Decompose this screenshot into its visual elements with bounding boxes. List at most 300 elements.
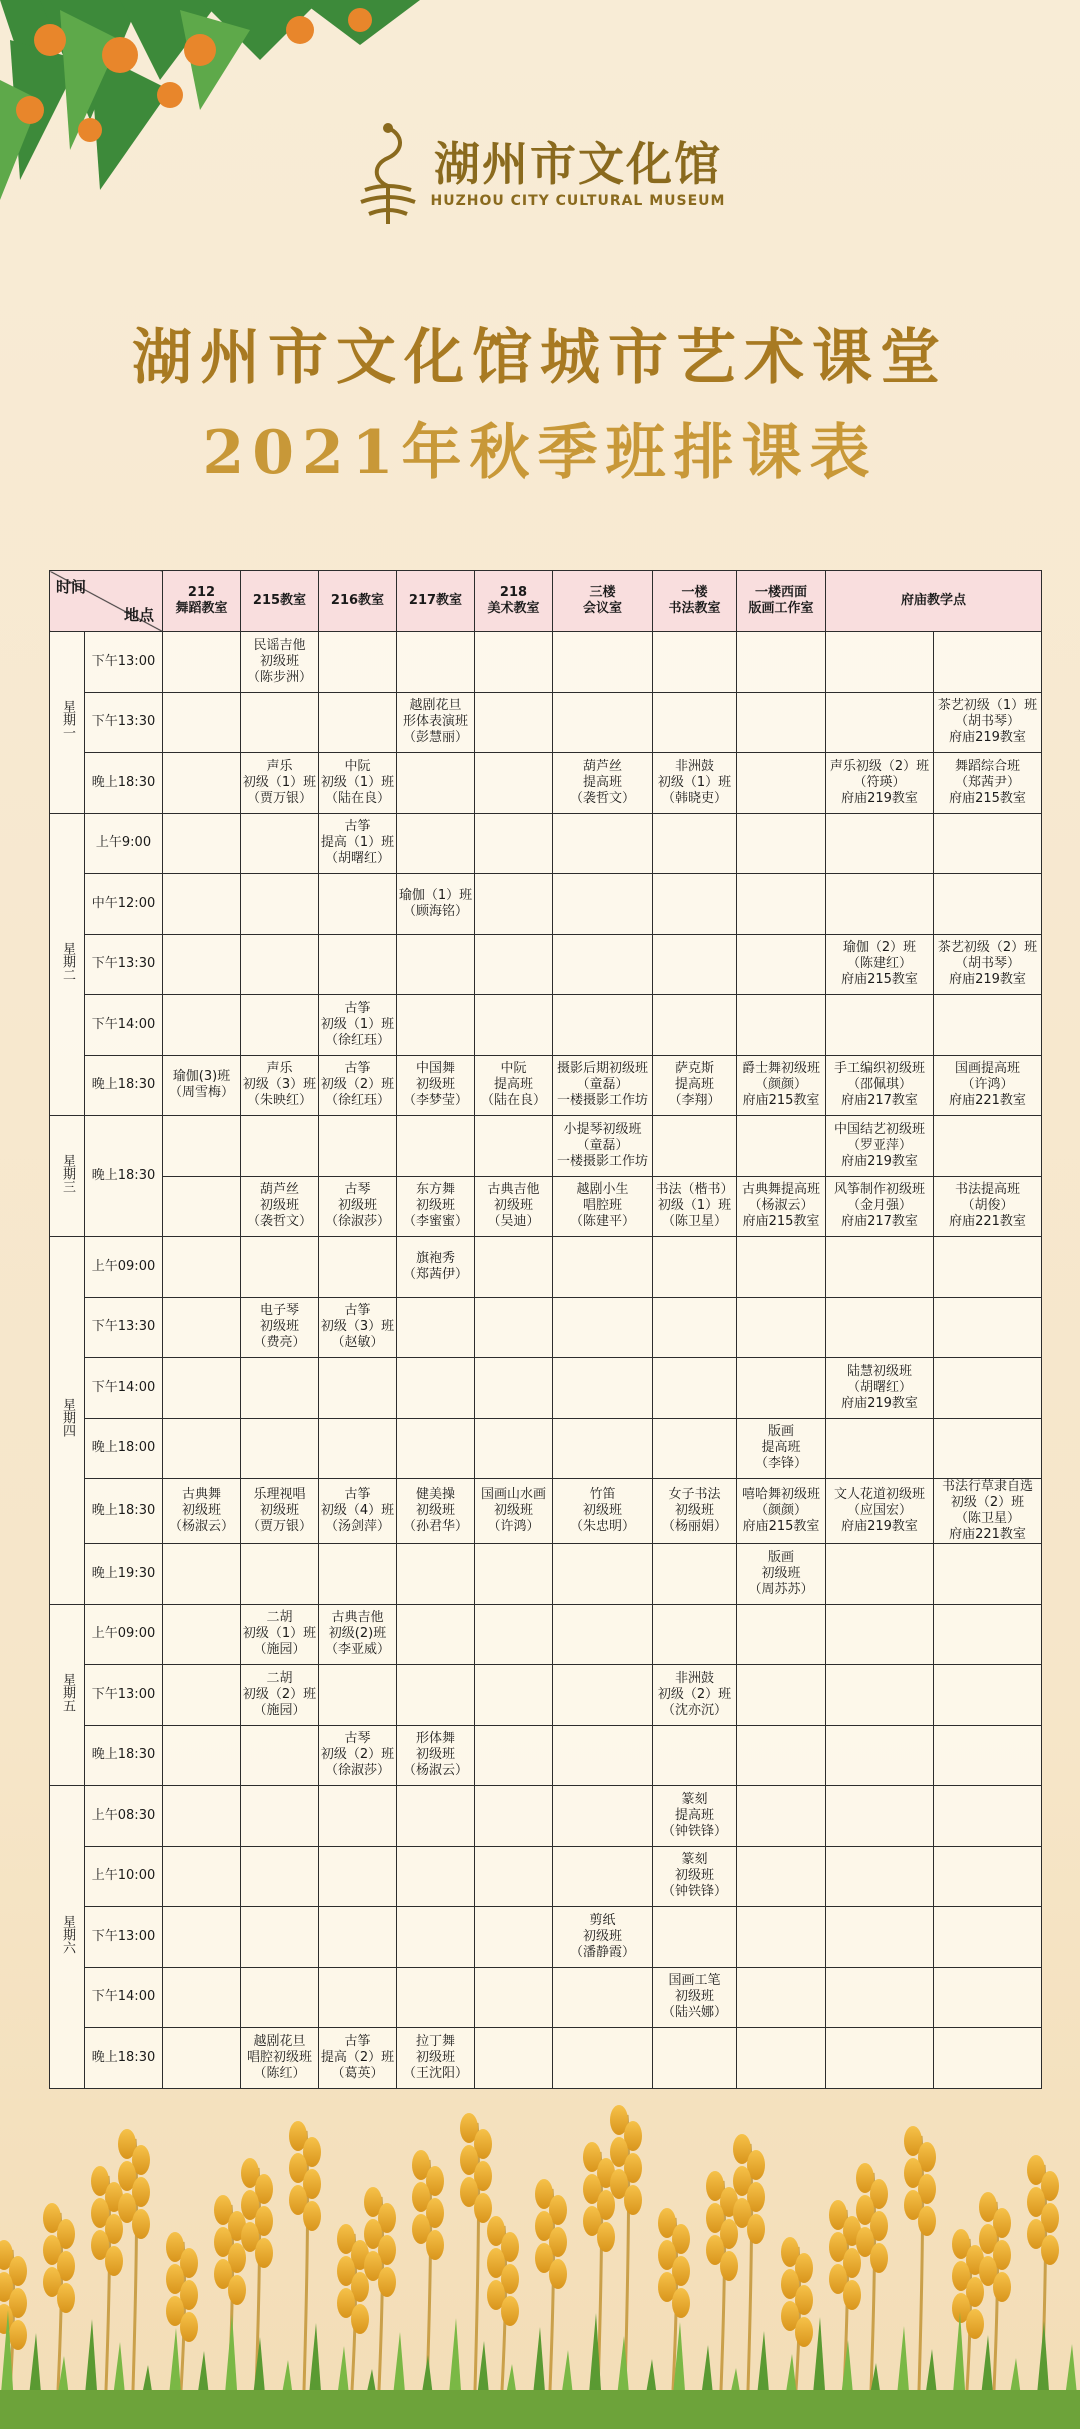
class-cell bbox=[163, 632, 241, 693]
class-cell: 葫芦丝 提高班 （袭哲文） bbox=[553, 753, 653, 814]
wheat-grain bbox=[966, 2309, 984, 2339]
class-cell bbox=[553, 1358, 653, 1419]
class-cell bbox=[653, 934, 737, 995]
class-cell: 爵士舞初级班 （颜颜） 府庙215教室 bbox=[737, 1055, 826, 1116]
time-slot: 晚上18:30 bbox=[85, 1725, 163, 1786]
class-cell bbox=[241, 1846, 319, 1907]
class-cell bbox=[475, 1544, 553, 1605]
class-cell: 书法（楷书） 初级（1）班 （陈卫星） bbox=[653, 1176, 737, 1237]
schedule-row bbox=[50, 1604, 1042, 1665]
column-header: 217教室 bbox=[397, 571, 475, 632]
class-cell bbox=[553, 874, 653, 935]
wheat-grain bbox=[9, 2320, 27, 2350]
wheat-grain bbox=[624, 2185, 642, 2215]
class-cell bbox=[241, 1786, 319, 1847]
class-cell: 舞蹈综合班 （郑茜尹） 府庙215教室 bbox=[934, 753, 1042, 814]
class-cell: 古典舞 初级班 （杨淑云） bbox=[163, 1479, 241, 1544]
time-slot: 晚上18:30 bbox=[85, 753, 163, 814]
class-cell: 民谣吉他 初级班 （陈步洲） bbox=[241, 632, 319, 693]
class-cell bbox=[475, 1907, 553, 1968]
class-cell bbox=[163, 1116, 241, 1177]
class-cell bbox=[319, 934, 397, 995]
class-cell bbox=[163, 692, 241, 753]
class-cell bbox=[397, 1604, 475, 1665]
wheat-grain bbox=[549, 2259, 567, 2289]
class-cell bbox=[826, 995, 934, 1056]
class-cell bbox=[163, 1358, 241, 1419]
day-label bbox=[50, 632, 85, 814]
class-cell: 古筝 初级（1）班 （徐红珏） bbox=[319, 995, 397, 1056]
class-cell: 瑜伽（1）班 （顾海铭） bbox=[397, 874, 475, 935]
class-cell: 旗袍秀 （郑茜伊） bbox=[397, 1237, 475, 1298]
class-cell bbox=[653, 1297, 737, 1358]
wheat-field-illustration bbox=[0, 2060, 1080, 2429]
class-cell bbox=[737, 692, 826, 753]
class-cell: 手工编织初级班 （邵佩琪） 府庙217教室 bbox=[826, 1055, 934, 1116]
class-cell: 古筝 初级（2）班 （徐红珏） bbox=[319, 1055, 397, 1116]
wheat-grain bbox=[918, 2206, 936, 2236]
class-cell: 摄影后期初级班 （童磊） 一楼摄影工作坊 bbox=[553, 1055, 653, 1116]
class-cell bbox=[934, 874, 1042, 935]
time-slot: 下午13:30 bbox=[85, 1297, 163, 1358]
class-cell bbox=[475, 1604, 553, 1665]
class-cell bbox=[934, 1237, 1042, 1298]
class-cell bbox=[553, 692, 653, 753]
time-slot: 上午08:30 bbox=[85, 1786, 163, 1847]
class-cell bbox=[737, 1786, 826, 1847]
day-text: 星期五 bbox=[60, 1672, 75, 1712]
wheat-grain bbox=[303, 2201, 321, 2231]
class-cell bbox=[653, 1358, 737, 1419]
class-cell bbox=[826, 1725, 934, 1786]
wheat-grain bbox=[672, 2288, 690, 2318]
class-cell bbox=[737, 1665, 826, 1726]
class-cell bbox=[826, 1786, 934, 1847]
class-cell bbox=[737, 813, 826, 874]
class-cell bbox=[319, 1786, 397, 1847]
class-cell bbox=[475, 632, 553, 693]
class-cell bbox=[737, 934, 826, 995]
wheat-grain bbox=[1041, 2235, 1059, 2265]
class-cell bbox=[653, 632, 737, 693]
wheat-grain bbox=[597, 2222, 615, 2252]
class-cell bbox=[934, 632, 1042, 693]
class-cell bbox=[163, 813, 241, 874]
class-cell bbox=[163, 934, 241, 995]
class-cell bbox=[934, 1358, 1042, 1419]
class-cell: 越剧小生 唱腔班 （陈建平） bbox=[553, 1176, 653, 1237]
schedule-row bbox=[50, 1297, 1042, 1358]
class-cell: 葫芦丝 初级班 （袭哲文） bbox=[241, 1176, 319, 1237]
schedule-row bbox=[50, 632, 1042, 693]
class-cell bbox=[737, 1297, 826, 1358]
class-cell bbox=[826, 1297, 934, 1358]
class-cell: 声乐 初级（3）班 （朱映红） bbox=[241, 1055, 319, 1116]
class-cell bbox=[826, 1604, 934, 1665]
class-cell bbox=[934, 1604, 1042, 1665]
class-cell bbox=[397, 1665, 475, 1726]
time-slot: 晚上18:30 bbox=[85, 1055, 163, 1116]
class-cell bbox=[934, 1116, 1042, 1177]
class-cell bbox=[553, 1418, 653, 1479]
class-cell bbox=[163, 1237, 241, 1298]
class-cell: 书法行草隶自选 初级（2）班 （陈卫星） 府庙221教室 bbox=[934, 1479, 1042, 1544]
class-cell bbox=[163, 1544, 241, 1605]
logo-english: HUZHOU CITY CULTURAL MUSEUM bbox=[430, 193, 726, 209]
time-slot: 下午13:00 bbox=[85, 1665, 163, 1726]
page-title: 湖州市文化馆城市艺术课堂 bbox=[132, 323, 948, 393]
class-cell bbox=[553, 1237, 653, 1298]
class-cell bbox=[826, 632, 934, 693]
class-cell bbox=[397, 1967, 475, 2028]
page-subtitle: 2021年秋季班排课表 bbox=[202, 418, 878, 488]
class-cell: 乐理视唱 初级班 （贾万银） bbox=[241, 1479, 319, 1544]
class-cell bbox=[826, 1846, 934, 1907]
class-cell bbox=[475, 1665, 553, 1726]
class-cell bbox=[653, 874, 737, 935]
time-slot: 下午14:00 bbox=[85, 1967, 163, 2028]
class-cell bbox=[475, 753, 553, 814]
schedule-row bbox=[50, 934, 1042, 995]
class-cell bbox=[475, 1297, 553, 1358]
column-header: 府庙教学点 bbox=[826, 571, 1042, 632]
schedule-row bbox=[50, 1055, 1042, 1116]
class-cell bbox=[475, 874, 553, 935]
class-cell: 古典舞提高班 （杨淑云） 府庙215教室 bbox=[737, 1176, 826, 1237]
class-cell bbox=[397, 995, 475, 1056]
schedule-row bbox=[50, 874, 1042, 935]
class-cell bbox=[319, 1418, 397, 1479]
class-cell bbox=[319, 1907, 397, 1968]
class-cell bbox=[319, 1665, 397, 1726]
class-cell bbox=[653, 1725, 737, 1786]
class-cell: 文人花道初级班 （应国宏） 府庙219教室 bbox=[826, 1479, 934, 1544]
time-slot: 上午10:00 bbox=[85, 1846, 163, 1907]
column-header: 212 舞蹈教室 bbox=[163, 571, 241, 632]
class-cell bbox=[475, 813, 553, 874]
class-cell: 非洲鼓 初级（1）班 （韩晓吏） bbox=[653, 753, 737, 814]
schedule-row bbox=[50, 692, 1042, 753]
logo-block bbox=[0, 120, 1080, 230]
class-cell bbox=[737, 1907, 826, 1968]
class-cell: 风筝制作初级班 （金月强） 府庙217教室 bbox=[826, 1176, 934, 1237]
day-text: 星期三 bbox=[60, 1154, 75, 1193]
class-cell bbox=[826, 874, 934, 935]
class-cell bbox=[163, 995, 241, 1056]
class-cell: 书法提高班 （胡俊） 府庙221教室 bbox=[934, 1176, 1042, 1237]
class-cell bbox=[241, 874, 319, 935]
schedule-row bbox=[50, 1237, 1042, 1298]
schedule-row bbox=[50, 1544, 1042, 1605]
class-cell: 拉丁舞 初级班 （王沈阳） bbox=[397, 2028, 475, 2089]
schedule-row bbox=[50, 1665, 1042, 1726]
class-cell bbox=[934, 1418, 1042, 1479]
class-cell bbox=[475, 934, 553, 995]
class-cell bbox=[397, 1544, 475, 1605]
class-cell: 声乐初级（2）班 （符瑛） 府庙219教室 bbox=[826, 753, 934, 814]
schedule-row bbox=[50, 1418, 1042, 1479]
class-cell bbox=[241, 692, 319, 753]
class-cell bbox=[397, 1846, 475, 1907]
class-cell bbox=[163, 1665, 241, 1726]
class-cell bbox=[737, 632, 826, 693]
class-cell: 国画山水画 初级班 （许鸿） bbox=[475, 1479, 553, 1544]
class-cell bbox=[553, 1544, 653, 1605]
class-cell: 国画提高班 （许鸿） 府庙221教室 bbox=[934, 1055, 1042, 1116]
class-cell bbox=[397, 1907, 475, 1968]
class-cell: 古琴 初级班 （徐淑莎） bbox=[319, 1176, 397, 1237]
header-location-label: 地点 bbox=[123, 606, 154, 624]
class-cell bbox=[737, 874, 826, 935]
class-cell: 古筝 提高（2）班 （葛英） bbox=[319, 2028, 397, 2089]
class-cell bbox=[553, 995, 653, 1056]
class-cell: 女子书法 初级班 （杨丽娟） bbox=[653, 1479, 737, 1544]
class-cell bbox=[319, 1544, 397, 1605]
class-cell bbox=[553, 1786, 653, 1847]
time-slot: 晚上18:30 bbox=[85, 1479, 163, 1544]
class-cell bbox=[826, 813, 934, 874]
class-cell: 版画 提高班 （李锋） bbox=[737, 1418, 826, 1479]
schedule-row bbox=[50, 1176, 1042, 1237]
schedule-row bbox=[50, 1725, 1042, 1786]
day-text: 星期二 bbox=[60, 942, 75, 982]
class-cell bbox=[737, 1237, 826, 1298]
wheat-grain bbox=[501, 2296, 519, 2326]
wheat-grain bbox=[426, 2230, 444, 2260]
class-cell bbox=[653, 1604, 737, 1665]
class-cell bbox=[397, 1116, 475, 1177]
class-cell bbox=[397, 1297, 475, 1358]
class-cell bbox=[397, 934, 475, 995]
class-cell bbox=[319, 1116, 397, 1177]
class-cell bbox=[653, 1418, 737, 1479]
class-cell: 中阮 初级（1）班 （陆在良） bbox=[319, 753, 397, 814]
class-cell bbox=[163, 1725, 241, 1786]
time-slot: 下午14:00 bbox=[85, 1358, 163, 1419]
class-cell bbox=[934, 1544, 1042, 1605]
class-cell: 中阮 提高班 （陆在良） bbox=[475, 1055, 553, 1116]
day-label bbox=[50, 1116, 85, 1237]
column-header: 216教室 bbox=[319, 571, 397, 632]
class-cell bbox=[653, 1544, 737, 1605]
class-cell: 声乐 初级（1）班 （贾万银） bbox=[241, 753, 319, 814]
class-cell bbox=[397, 1418, 475, 1479]
time-slot: 晚上19:30 bbox=[85, 1544, 163, 1605]
time-slot: 上午09:00 bbox=[85, 1237, 163, 1298]
class-cell bbox=[737, 1967, 826, 2028]
logo-name: 湖州市文化馆 bbox=[434, 137, 722, 191]
class-cell bbox=[241, 934, 319, 995]
class-cell: 嘻哈舞初级班 （颜颜） 府庙215教室 bbox=[737, 1479, 826, 1544]
class-cell bbox=[241, 1725, 319, 1786]
class-cell: 瑜伽(3)班 （周雪梅） bbox=[163, 1055, 241, 1116]
wheat-grain bbox=[870, 2243, 888, 2273]
class-cell bbox=[241, 1418, 319, 1479]
wheat-grain bbox=[795, 2317, 813, 2347]
class-cell bbox=[397, 1358, 475, 1419]
column-header: 218 美术教室 bbox=[475, 571, 553, 632]
class-cell bbox=[737, 1604, 826, 1665]
class-cell: 版画 初级班 （周苏苏） bbox=[737, 1544, 826, 1605]
schedule-row bbox=[50, 1846, 1042, 1907]
class-cell bbox=[241, 1967, 319, 2028]
class-cell bbox=[737, 995, 826, 1056]
class-cell bbox=[475, 1358, 553, 1419]
class-cell bbox=[163, 1604, 241, 1665]
wheat-grain bbox=[255, 2238, 273, 2268]
wheat-grain bbox=[105, 2246, 123, 2276]
class-cell bbox=[553, 1967, 653, 2028]
class-cell: 古典吉他 初级班 （吴迪） bbox=[475, 1176, 553, 1237]
class-cell bbox=[319, 874, 397, 935]
class-cell bbox=[553, 1604, 653, 1665]
schedule-row bbox=[50, 1116, 1042, 1177]
class-cell: 越剧花旦 形体表演班 （彭慧丽） bbox=[397, 692, 475, 753]
wheat-grain bbox=[57, 2283, 75, 2313]
class-cell bbox=[653, 1116, 737, 1177]
day-text: 星期六 bbox=[60, 1914, 75, 1954]
class-cell bbox=[163, 1418, 241, 1479]
class-cell bbox=[163, 1846, 241, 1907]
class-cell bbox=[826, 1967, 934, 2028]
class-cell bbox=[163, 1907, 241, 1968]
class-cell bbox=[826, 1544, 934, 1605]
class-cell: 国画工笔 初级班 （陆兴娜） bbox=[653, 1967, 737, 2028]
class-cell bbox=[553, 1725, 653, 1786]
class-cell: 电子琴 初级班 （费亮） bbox=[241, 1297, 319, 1358]
class-cell bbox=[653, 1237, 737, 1298]
class-cell bbox=[737, 1725, 826, 1786]
class-cell bbox=[397, 1786, 475, 1847]
column-header: 215教室 bbox=[241, 571, 319, 632]
class-cell bbox=[826, 692, 934, 753]
class-cell bbox=[397, 813, 475, 874]
class-cell bbox=[653, 813, 737, 874]
schedule-table bbox=[49, 570, 1042, 2089]
class-cell: 篆刻 提高班 （钟铁锋） bbox=[653, 1786, 737, 1847]
column-header: 一楼西面 版画工作室 bbox=[737, 571, 826, 632]
time-slot: 下午13:00 bbox=[85, 1907, 163, 1968]
class-cell bbox=[934, 813, 1042, 874]
class-cell bbox=[475, 1786, 553, 1847]
class-cell: 二胡 初级（2）班 （施园） bbox=[241, 1665, 319, 1726]
class-cell bbox=[475, 1725, 553, 1786]
wheat-grain bbox=[720, 2251, 738, 2281]
class-cell bbox=[397, 753, 475, 814]
day-label bbox=[50, 1604, 85, 1786]
class-cell: 茶艺初级（1）班 （胡书琴） 府庙219教室 bbox=[934, 692, 1042, 753]
class-cell bbox=[241, 1116, 319, 1177]
class-cell bbox=[319, 632, 397, 693]
class-cell bbox=[475, 1418, 553, 1479]
class-cell bbox=[319, 1358, 397, 1419]
class-cell bbox=[737, 1358, 826, 1419]
class-cell: 形体舞 初级班 （杨淑云） bbox=[397, 1725, 475, 1786]
class-cell: 越剧花旦 唱腔初级班 （陈红） bbox=[241, 2028, 319, 2089]
class-cell bbox=[934, 1907, 1042, 1968]
wheat-grain bbox=[228, 2275, 246, 2305]
class-cell bbox=[163, 753, 241, 814]
class-cell bbox=[241, 1544, 319, 1605]
class-cell bbox=[934, 1786, 1042, 1847]
class-cell bbox=[319, 692, 397, 753]
class-cell: 中国结艺初级班 （罗亚萍） 府庙219教室 bbox=[826, 1116, 934, 1177]
class-cell bbox=[319, 1846, 397, 1907]
class-cell bbox=[475, 1967, 553, 2028]
schedule-row bbox=[50, 1907, 1042, 1968]
wheat-grain bbox=[747, 2214, 765, 2244]
class-cell bbox=[553, 1297, 653, 1358]
class-cell bbox=[397, 632, 475, 693]
class-cell bbox=[553, 632, 653, 693]
class-cell: 古筝 初级（4）班 （汤剑萍） bbox=[319, 1479, 397, 1544]
schedule-row bbox=[50, 1358, 1042, 1419]
time-slot: 中午12:00 bbox=[85, 874, 163, 935]
class-cell: 陆慧初级班 （胡曙红） 府庙219教室 bbox=[826, 1358, 934, 1419]
class-cell: 萨克斯 提高班 （李翔） bbox=[653, 1055, 737, 1116]
class-cell: 小提琴初级班 （童磊） 一楼摄影工作坊 bbox=[553, 1116, 653, 1177]
class-cell bbox=[934, 1665, 1042, 1726]
class-cell bbox=[934, 995, 1042, 1056]
class-cell bbox=[553, 813, 653, 874]
class-cell bbox=[163, 1967, 241, 2028]
day-text: 星期一 bbox=[60, 700, 75, 740]
class-cell bbox=[475, 692, 553, 753]
class-cell: 非洲鼓 初级（2）班 （沈亦沉） bbox=[653, 1665, 737, 1726]
class-cell bbox=[241, 813, 319, 874]
class-cell: 古筝 提高（1）班 （胡曙红） bbox=[319, 813, 397, 874]
class-cell bbox=[553, 1846, 653, 1907]
class-cell bbox=[163, 1297, 241, 1358]
class-cell: 篆刻 初级班 （钟铁锋） bbox=[653, 1846, 737, 1907]
class-cell bbox=[553, 934, 653, 995]
wheat-grain bbox=[351, 2304, 369, 2334]
class-cell bbox=[475, 995, 553, 1056]
class-cell: 二胡 初级（1）班 （施园） bbox=[241, 1604, 319, 1665]
class-cell bbox=[475, 1846, 553, 1907]
header-corner bbox=[50, 571, 163, 632]
time-slot: 晚上18:00 bbox=[85, 1418, 163, 1479]
class-cell bbox=[163, 874, 241, 935]
class-cell bbox=[653, 995, 737, 1056]
class-cell bbox=[934, 1725, 1042, 1786]
wheat-grain bbox=[474, 2193, 492, 2223]
time-slot: 晚上18:30 bbox=[85, 1116, 163, 1237]
class-cell: 古琴 初级（2）班 （徐淑莎） bbox=[319, 1725, 397, 1786]
class-cell: 中国舞 初级班 （李梦莹） bbox=[397, 1055, 475, 1116]
class-cell bbox=[319, 1237, 397, 1298]
wheat-grain bbox=[180, 2312, 198, 2342]
class-cell: 东方舞 初级班 （李蜜蜜） bbox=[397, 1176, 475, 1237]
wheat-grain bbox=[843, 2280, 861, 2310]
time-slot: 下午13:30 bbox=[85, 692, 163, 753]
museum-logo-icon bbox=[355, 120, 421, 230]
class-cell: 古典吉他 初级(2)班 （李亚威） bbox=[319, 1604, 397, 1665]
schedule-row bbox=[50, 753, 1042, 814]
column-header: 一楼 书法教室 bbox=[653, 571, 737, 632]
schedule-row bbox=[50, 1479, 1042, 1544]
time-slot: 下午13:00 bbox=[85, 632, 163, 693]
class-cell bbox=[241, 1237, 319, 1298]
class-cell bbox=[934, 1846, 1042, 1907]
class-cell bbox=[826, 1665, 934, 1726]
day-text: 星期四 bbox=[60, 1398, 75, 1438]
day-label bbox=[50, 813, 85, 1116]
time-slot: 晚上18:30 bbox=[85, 2028, 163, 2089]
header-time-label: 时间 bbox=[56, 578, 87, 596]
class-cell bbox=[826, 1418, 934, 1479]
column-header: 三楼 会议室 bbox=[553, 571, 653, 632]
